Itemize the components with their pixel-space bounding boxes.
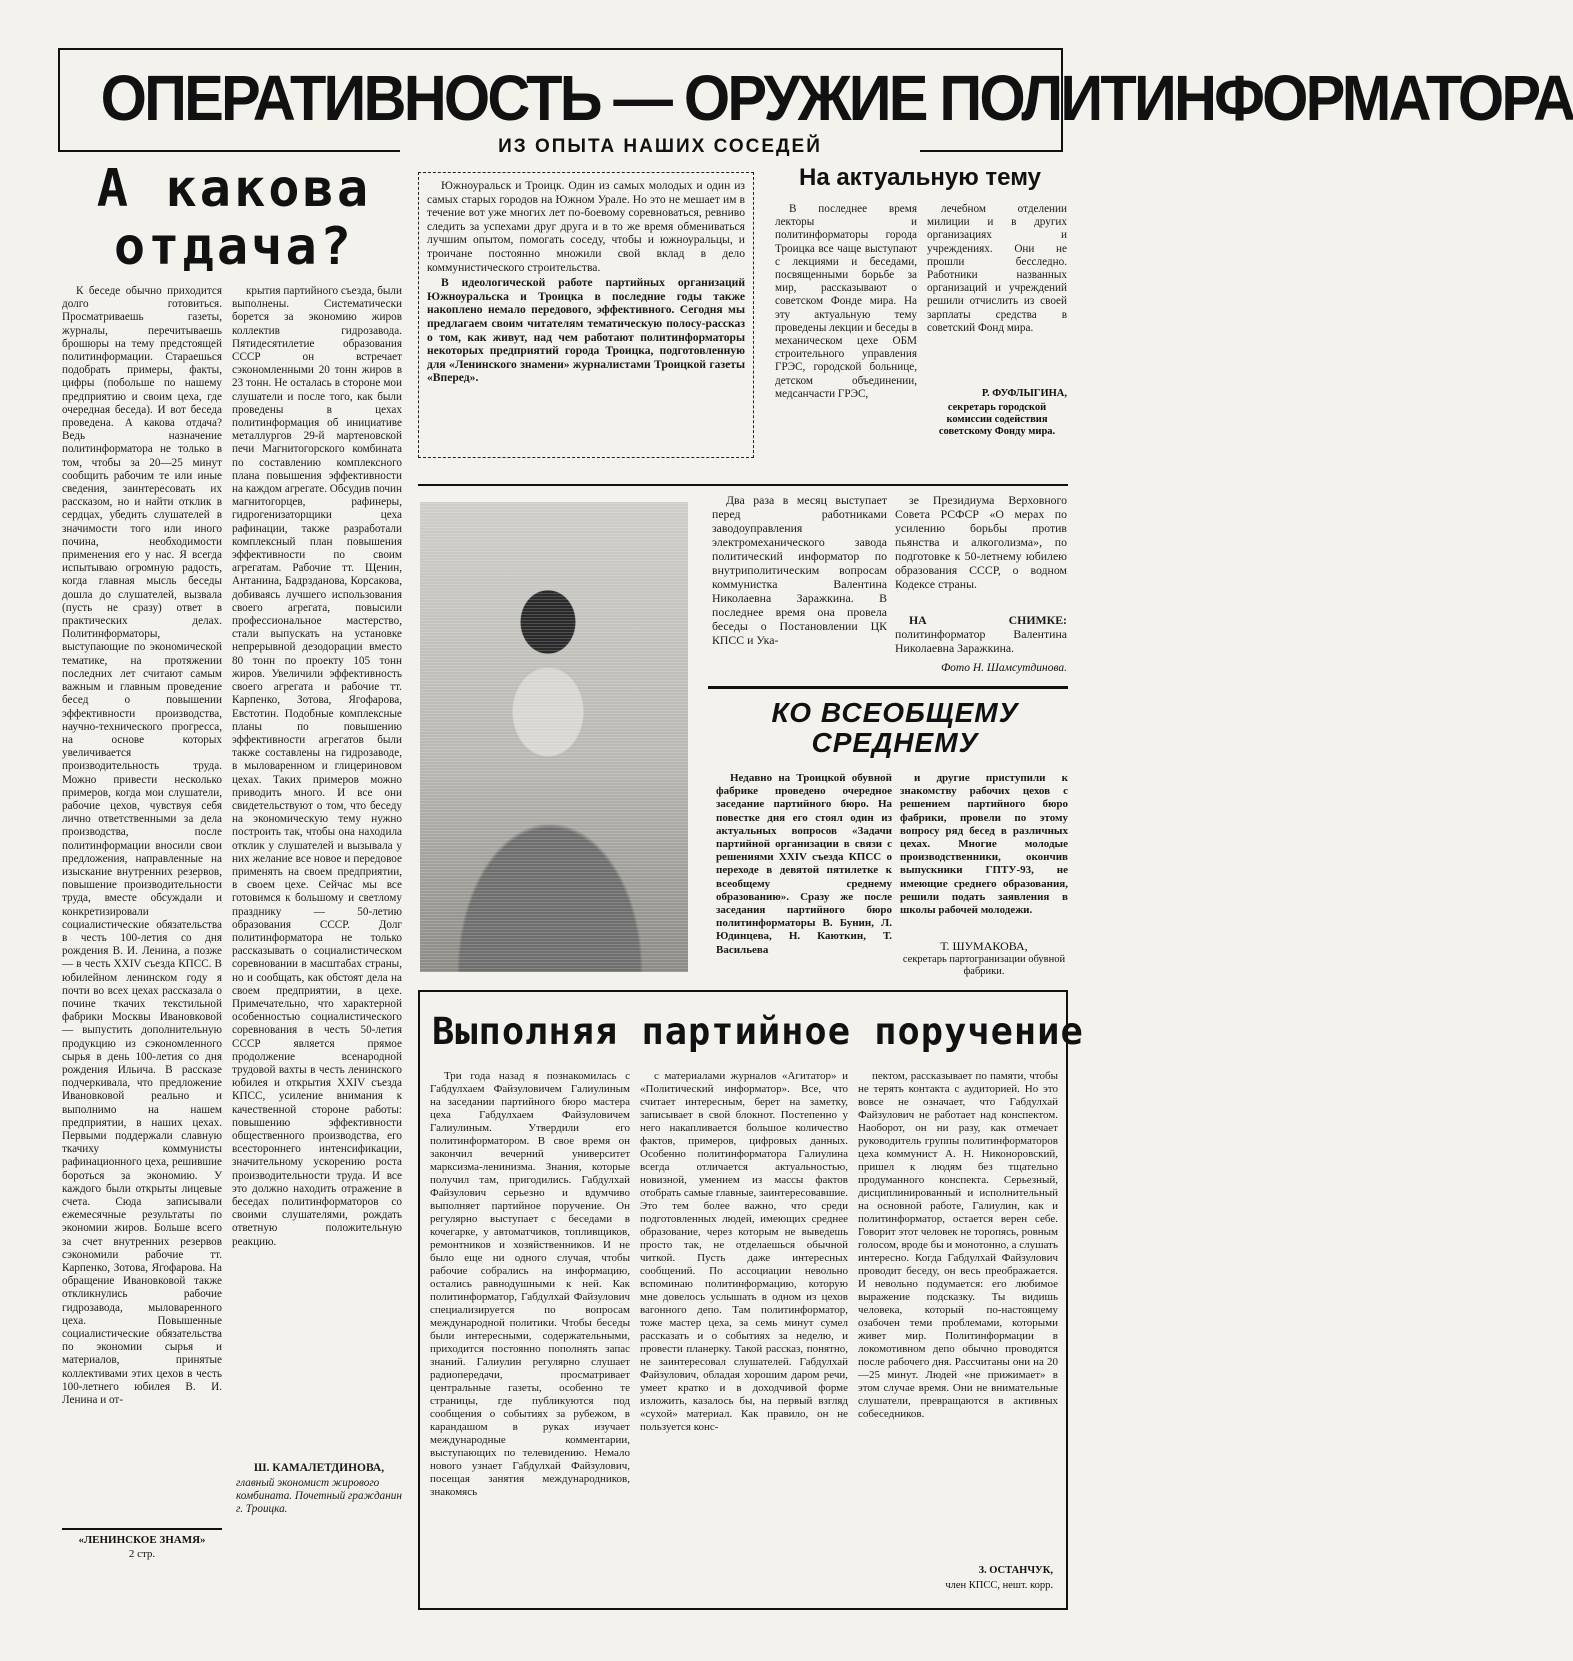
photo-article-column-2	[895, 493, 1067, 611]
article-feedback-signature: Ш. КАМАЛЕТДИНОВА,	[253, 1462, 385, 1474]
photo-caption	[895, 613, 1067, 659]
article-feedback-signature-role: главный экономист жирового комбината. Почетный гражданин г. Троицка.	[236, 1477, 402, 1516]
intro-text	[427, 179, 745, 385]
assignment-signature: З. ОСТАНЧУК,	[978, 1565, 1053, 1576]
section-divider	[418, 484, 1068, 486]
article-feedback-text-2: крытия партийного съезда, были выполнены. Систематически борется за экономию жиров коллектив гидрозавода. Пятидесятилетие образования СССР он встречает сэкономленными 20 тонн жиров в 23 тонн. Не осталась в стороне мои слушатели и после того, как были проведены в цехах политинформация об инициативе металлургов 29-й мартеновской печи Магнитогорского комбината по составлению комплексного плана повышения эффективности на каждом агрегате. Обсудив почин магнитогорцев, рафинеры, гидрогенизаторщики цеха рафинации, также разработали комплексный план повышения эффективности по своим агрегатам. Рабочие тт. Щенин, Антанина, Бадрзданова, Корсакова, добиваясь лучшего использования своего агрегата, повысили профессиональное мастерство, стали выпускать на установке непрерывной дезодорации вместо 80 тонн по проекту 105 тонн жиров. Увеличили эффективность своего агрегата и рабочие тт. Карпенко, Зотова, Ягофарова, Евстотин. Подобные комплексные планы по повышению эффективности агрегатов были также составлены на гидрозаводе, в мыловаренном и глицериновом цехах. Таких примеров можно приводить много. И все они свидетельствуют о том, что беседу на экономическую тему нужно построить так, чтобы она находила отклик у слушателей и вызывала у них желание все новое и передовое применять на своем предприятии, в своем цехе. Сейчас мы все готовимся к большому и светлому празднику — 50-летию образования СССР. Долг политинформатора не только рассказывать о социалистическом соревновании в масштабах страны, но и сообщать, как обстоят дела на своем предприятии, в цехе. Примечательно, что характерной особенностью социалистического соревнования в честь 50-летия СССР является прямое продолжение всенародной трудовой вахты в честь ленинского юбилея и открытия XXIV съезда КПСС, усиление внимания к качественной стороне работы: повышению эффективности общественного производства, его всестороннего интенсификации, значительному ускорению роста производительности труда. И все это должно находить отражение в беседах политинформаторов со своими слушателями, рождать ответную положительную реакцию.	[232, 285, 403, 1248]
banner-headline: ОПЕРАТИВНОСТЬ — ОРУЖИЕ ПОЛИТИНФОРМАТОРА	[100, 62, 1573, 134]
intro-paragraph-2: В идеологической работе партийных организаций Южноуральска и Троицка в последние годы также накоплено немало передового, эффективного. Сегодня мы предлагаем своим читателям тематическую полосу-рассказ о том, как живут, над чем работают политинформаторы некоторых предприятий города Троицка, подготовленную для «Ленинского знамени» журналистами Троицкой газеты «Вперед».	[427, 276, 745, 385]
photo-article-text-2: зе Президиума Верховного Совета РСФСР «О мерах по усилению борьбы против пьянства и алкоголизма», по подготовке к 50-летнему юбилею образования СССР, о водном Кодексе страны.	[895, 493, 1067, 591]
assignment-text-2: с материалами журналов «Агитатор» и «Политический информатор». Все, что считает интересным, берет на заметку, записывает в свой блокнот. Постепенно у него накапливается большое количество фактов, примеров, цифровых данных. Особенно политинформатора Галиулина всегда отличается актуальностью, новизной, умением из массы фактов отобрать самые главные, заинтересовавшие. Это тем более важно, что среди подготовленных людей, имеющих среднее образование, через которым не выведешь просто так, не отделаешься обычной читкой. Пусть даже интересных сообщений. По ассоциации невольно вспоминаю политинформацию, которую мне довелось услышать в одном из цехов вагонного депо. Там политинформатор, тоже мастер цеха, за семь минут сумел рассказать и о событиях за неделю, и провести планерку. Такой рассказ, понятно, не заинтересовал слушателей. Габдулхай Файзулович, обладая хорошим даром речи, умеет кратко и в доходчивой форме изложить, казалось бы, на первый взгляд «сухой» материал. Как правило, он не пользуется конс-	[640, 1070, 848, 1433]
banner-subheadline: ИЗ ОПЫТА НАШИХ СОСЕДЕЙ	[400, 136, 920, 160]
assignment-heading: Выполняя партийное поручение	[432, 1010, 1084, 1053]
photo-article-text-1: Два раза в месяц выступает перед работниками заводоуправления электромеханического завода политический информатор по внутриполитическим вопросам коммунистка Валентина Николаевна Заражкина. В последнее время она провела беседы о Постановлении ЦК КПСС и Ука-	[712, 493, 887, 647]
secondary-column-2	[900, 772, 1068, 932]
assignment-column-3	[858, 1070, 1058, 1560]
topical-text-1: В последнее время лекторы и политинформаторы города Троицка все чаще выступают с лекциями и беседами, посвященными борьбе за мир, рассказывают о советском Фонде мира. На эту актуальную тему проведены лекции и беседы в механическом цехе ОБМ строительного управления ГРЭС, городской больнице, детском объединении, медсанчасти ГРЭС,	[775, 203, 917, 400]
secondary-signature: Т. ШУМАКОВА,	[940, 939, 1028, 953]
assignment-text-3: пектом, рассказывает по памяти, чтобы не терять контакта с аудиторией. Но это вовсе не означает, что Габдулхай Файзулович не работает над конспектом. Наоборот, он ни разу, как отмечает руководитель группы политинформаторов цеха коммунист А. Н. Никоноровский, пришел к людям без тщательно продуманного конспекта. Серьезный, дисциплинированный и исполнительный на основной работе, Галиулин, как и политинформатор, остается верен себе. Говорит этот человек не торопясь, ровным голосом, вроде бы и монотонно, а слушать интересно. Когда Габдулхай Файзулович проводит беседу, он весь преображается. И невольно подумается: его любимое выражение подсказку. Ты видишь человека, который по-настоящему озабочен теми проблемами, которыми живет мир. Политинформации в локомотивном депо обычно проводятся после рабочего дня. Рассчитаны они на 20—25 минут. Людей «не прижимает» в этом случае время. Они не внимательные слушатели, превращаются в активных собеседников.	[858, 1070, 1059, 1420]
assignment-signature-role: член КПСС, нешт. корр.	[945, 1580, 1053, 1591]
secondary-heading	[740, 698, 1050, 758]
photo-caption-label: НА СНИМКЕ:	[909, 613, 1067, 627]
secondary-column-1	[716, 772, 892, 982]
assignment-text-1: Три года назад я познакомилась с Габдулхаем Файзуловичем Галиулиным на заседании партийного бюро мастера цеха Габдулхаем Файзуловичем Галиулиным. Утвердили его политинформатором. В свое время он закончил вечерний университет марксизма-ленинизма. Знания, которые получил там, пригодились. Габдулхай Файзулович серьезно и вдумчиво выполняет партийное поручение. Он регулярно выступает с беседами в кочегарке, у автоматчиков, топливщиков, ремонтников и хозяйственников. И не было еще ни одного случая, чтобы рабочие собрались на информацию, остались равнодушными к ней. Как политинформатор, Габдулхай Файзулович специализируется по вопросам международной политики. Чтобы беседы были интересными, содержательными, приходится постоянно пополнять запас знаний. Галиулин регулярно слушает радиопередачи, просматривает центральные газеты, особенно те страницы, где публикуются под сообщения о событиях за рубежом, в карандашом в руках изучает международные комментарии, выступающих по телевидению. Немало нового узнает Габдулхай Файзулович, посещая занятия международников, знакомясь	[430, 1070, 630, 1498]
topical-signature-role: секретарь городской комиссии содействия советскому Фонду мира.	[938, 402, 1056, 437]
heading-line-1: А какова	[96, 159, 372, 219]
secondary-divider	[708, 686, 1068, 689]
photo-article-column-1	[712, 493, 887, 683]
heading-line-2: отдача?	[113, 217, 355, 277]
topical-signature: Р. ФУФЛЫГИНА,	[981, 388, 1067, 399]
source-divider	[62, 1528, 222, 1530]
assignment-column-2	[640, 1070, 848, 1600]
secondary-heading-line-1: КО ВСЕОБЩЕМУ	[771, 697, 1019, 728]
secondary-heading-line-2: СРЕДНЕМУ	[811, 727, 979, 758]
topical-text-2: лечебном отделении милиции и в других организациях и учреждениях. Они не прошли бесследно. Работники названных организаций и учреждений решили отчислить из своей зарплаты средства в советский Фонд мира.	[927, 203, 1067, 334]
article-feedback-heading	[84, 160, 384, 276]
secondary-signature-role: секретарь партогранизации обувной фабрики.	[902, 954, 1066, 977]
article-feedback-column-2	[232, 285, 402, 1460]
topical-heading: На актуальную тему	[798, 164, 1041, 191]
intro-paragraph-1: Южноуральск и Троицк. Один из самых молодых и один из самых старых городов на Южном Урале. Но это не мешает им в течение вот уже многих лет по-боевому соревноваться, ревниво следить за успехами друг друга и в то же время обмениваться лучшим опытом, помогать соседу, чтобы и южноуральцы, и троичане постоянно множили свой вклад в дело коммунистического строительства.	[427, 179, 745, 274]
article-feedback-text-1: К беседе обычно приходится долго готовиться. Просматриваешь газеты, журналы, перечитываешь брошюры на тему предстоящей политинформации. Стараешься подобрать примеры, факты, цифры (побольше по нашему предприятию и своим цеха, где очередная беседа). И вот беседа проведена. А какова отдача? Ведь назначение политинформатора не только в том, чтобы за 20—25 минут сообщить рабочим те или иные сведения, заинтересовать их рассказом, но и найти отклик в сердцах, убедить слушателей в значимости того или иного почина, необходимости применения его у нас. Я всегда испытываю огромную радость, когда главная мысль беседы дошла до слушателей, вызвала (пусть не сразу) ответ в практических делах. Политинформаторы, выступающие по экономической тематике, на протяжении последних лет считают самым важным и главным проведение бесед о повышении эффективности производства, научно-технического прогресса, на основе которых увеличивается производительность труда. Можно привести несколько примеров, когда мои слушатели, рабочие цехов, чувствуя себя лично ответственными за дела производства, после политинформации вносили свои предложения, направленные на изыскание внутренних резервов, повышение производительности труда, вместе обсуждали и конкретизировали социалистические обязательства в честь 100-летия со дня рождения В. И. Ленина, а позже — в честь XXIV съезда КПСС. В юбилейном ленинском году я почти во всех цехах рассказала о почине ткачих текстильной фабрики Москвы Ивановковой — выпустить дополнительную продукцию из сэкономленного сырья в день 100-летия со дня рождения Ильича. В рассказе подчеркивала, что предложение Ивановковой реально и выполнимо на нашем предприятии, в наших цехах. Первыми поддержали славную ткачиху коммунисты рафинационного цеха, решившие бороться за экономию. У каждого были открыты лицевые счета. Сюда записывали ежемесячные результаты по экономии жиров. Больше всего за счет внутренних резервов сэкономили рабочие тт. Карпенко, Зотова, Ягофарова. На обращение Ивановковой также откликнулись рабочие гидрозавода, мыловаренного цеха. Повышенные социалистические обязательства по экономии сырья и материалов, принятые коллективами этих цехов в честь 100-летнего юбилея В. И. Ленина и от-	[62, 285, 222, 1407]
secondary-text-1: Недавно на Троицкой обувной фабрике проведено очередное заседание партийного бюро. На повестке дня его стоял один из актуальных вопросов «Задачи партийной организации в связи с решениями XXIV съезда КПСС о переходе в девятой пятилетке к всеобщему среднему образованию». Сразу же после заседания партийного бюро политинформаторы В. Бунин, Л. Юдинцева, Н. Каюткин, Т. Васильева	[716, 772, 892, 956]
photo-credit: Фото Н. Шамсутдинова.	[940, 662, 1067, 674]
source-page: 2 стр.	[128, 1548, 156, 1560]
assignment-column-1	[430, 1070, 630, 1600]
portrait-photo	[420, 502, 688, 972]
source-newspaper: «ЛЕНИНСКОЕ ЗНАМЯ»	[78, 1534, 206, 1546]
photo-caption-text: политинформатор Валентина Николаевна Заражкина.	[895, 627, 1067, 655]
topical-column-1	[775, 203, 917, 463]
secondary-text-2: и другие приступили к знакомству рабочих цехов с решением партийного бюро фабрики, провели по этому вопросу ряд бесед в различных цехах. Многие молодые производственники, окончив выпускники ГПТУ-93, не имеющие среднего образования, решили подать заявления в школы рабочей молодежи.	[900, 772, 1068, 917]
topical-column-2	[927, 203, 1067, 383]
intro-box	[418, 172, 754, 458]
article-feedback-column-1	[62, 285, 222, 1520]
